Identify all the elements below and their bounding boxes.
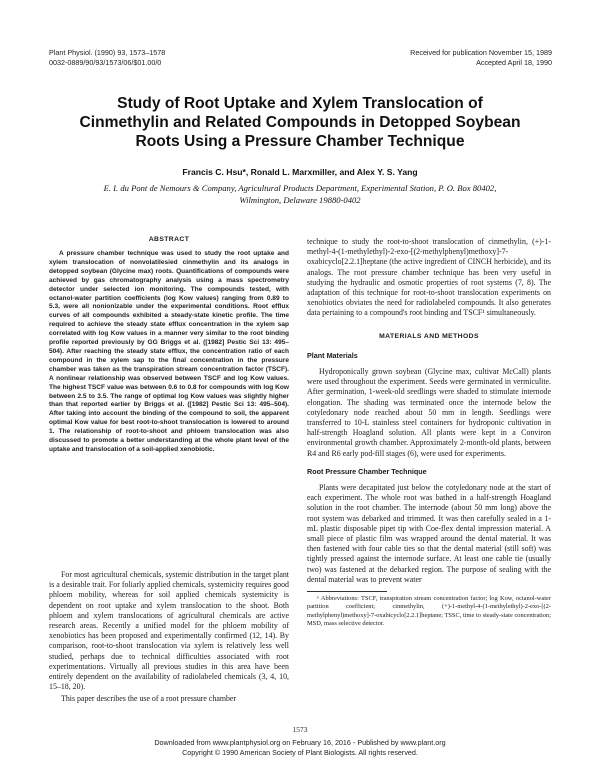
introduction: [49, 570, 289, 705]
copyright-line: Copyright © 1990 American Society of Plant Biologists. All rights reserved.: [182, 747, 418, 757]
intro-paragraph: This paper describes the use of a root pressure chamber: [61, 694, 237, 704]
footnote-divider: [307, 591, 387, 592]
pressure-chamber-text: Plants were decapitated just below the cotyledonary node at the start of each experiment. The whole root was bathed in a half-strength Hoagland solution in the root chamber. The internode (about 50 mm long) above the root system was debarked and trimmed. It was then carefully sealed in a 1-mL plastic disposable pipet tip with Coe-flex dental impression material. A small piece of plastic film was wrapped around the dental material. It was then fastened with four cable ties so that the dental material (still soft) was tightly pressed against the internode surface. At least one cable tie (usually two) was fastened at the debarked region. The purpose of sealing with the dental material was to prevent water: [307, 483, 551, 584]
abbreviations-footnote: ¹ Abbreviations: TSCF, transpiration stream concentration factor; log Kow, octanol-water partition coefficient; cinmethylin, (+)-1-methyl-4-(1-methylethyl)-2-exo-[(2-methylphenyl)methoxy]-7-oxabicyclo[2.2.1]heptane; TSSC, time to steady-state concentration; MSD, mass selective detector.: [307, 595, 551, 627]
methods-heading: MATERIALS AND METHODS: [379, 332, 479, 340]
received-date: Received for publication November 15, 1989: [410, 48, 552, 57]
pressure-chamber-heading: Root Pressure Chamber Technique: [307, 466, 427, 476]
journal-citation: Plant Physiol. (1990) 93, 1573–1578: [49, 48, 166, 57]
download-line: Downloaded from www.plantphysiol.org on February 16, 2016 - Published by www.plant.org: [154, 738, 446, 747]
journal-header: [49, 48, 165, 68]
page-number: 1573: [292, 725, 308, 734]
right-column: [307, 237, 551, 628]
paper-title: [60, 94, 540, 151]
accepted-date: Accepted April 18, 1990: [476, 58, 552, 67]
title-line: Cinmethylin and Related Compounds in Detopped Soybean: [79, 114, 521, 131]
affiliation-city: Wilmington, Delaware 19880-0402: [239, 195, 361, 205]
title-line: Study of Root Uptake and Xylem Translocation of: [117, 95, 483, 112]
plant-materials-text: Hydroponically grown soybean (Glycine max, cultivar McCall) plants were used throughout the experiment. Seeds were germinated in vermiculite. After germination, 1-week-old seedlings were shaded to stimulate internode elongation. The shading was terminated once the internode below the cotyledonary node reached about 50 mm in length. Seedlings were transferred to 10-L stainless steel containers for hydroponic cultivation in half-strength Hoagland solution. All plants were kept in a Conviron environmental growth chamber. Approximately 2-month-old plants, between R4 and R6 early pod-fill stages (6), were used for experiments.: [307, 367, 551, 458]
abstract-heading: ABSTRACT: [148, 236, 190, 243]
intro-paragraph: For most agricultural chemicals, systemic distribution in the target plant is a desirable trait. For foliarly applied chemicals, systemicity requires good phloem mobility, whereas for soil applied chemicals systemicity is dependent on root uptake and xylem translocation to the shoot. Both phloem and xylem translocations of agricultural chemicals are active research areas. Recently a unified model for the phloem mobility of xenobiotics has been proposed and experimentally confirmed (12, 14). By comparison, root-to-shoot translocation via xylem is relatively less well studied, perhaps due to technical difficulties associated with root experimentations. Virtually all previous studies in this area have been entirely dependent on the availability of radiolabeled chemicals (3, 4, 10, 15–18, 20).: [49, 570, 289, 692]
abstract-text: A pressure chamber technique was used to study the root uptake and xylem translocation of nonvolatilesied cinmethylin and its analogs in detopped soybean (Glycine max) roots. Quantifications of compounds were achieved by gas chromatography analysis using a mass spectrometry detector under selected ion monitoring. The compounds tested, with octanol-water partition coefficients (log Kow values) ranging from 0.89 to 5.3, were all nonionizable under the experimental conditions. Root efflux curves of all compounds exhibited a steady-state kinetic profile. The time required to achieve the steady state efflux concentration in the xylem sap correlated with log Kow values in a manner very similar to the root binding profile reported previously by GG Briggs et al. ([1982] Pestic Sci 13: 495–504). After reaching the steady state efflux, the concentration ratio of each compound in the xylem sap to the final concentration in the pressure chamber was taken as the transpiration stream concentration factor (TSCF). A nonlinear relationship was observed between TSCF and log Kow values. The highest TSCF value was between 0.6 to 0.8 for compounds with log Kow between 2.5 to 3.5. The range of optimal log Kow values was slightly higher than that reported earlier by Briggs et al. ([1982] Pestic Sci 13: 495–504). After taking into account the binding of the compound to soil, the apparent optimal Kow value for best root-to-shoot translocation is lowered to around 1. The relationship of root-to-shoot and phloem translocation was also discussed to promote a better understanding at the whole plant level of the uptake and translocation of a soil-applied xenobiotic.: [49, 250, 289, 453]
author-list: Francis C. Hsu*, Ronald L. Marxmiller, and Alex Y. S. Yang: [182, 167, 418, 177]
download-notice: [0, 738, 600, 757]
plant-materials-heading: Plant Materials: [307, 350, 358, 360]
publication-dates: [410, 48, 552, 68]
journal-code: 0032-0889/90/93/1573/06/$01.00/0: [49, 58, 162, 67]
affiliation: [49, 182, 551, 206]
affiliation-org: E. I. du Pont de Nemours & Company, Agricultural Products Department, Experimental Station, P. O. Box 80402,: [103, 183, 497, 193]
intro-continuation: technique to study the root-to-shoot translocation of cinmethylin, (+)-1-methyl-4-(1-methylethyl)-2-exo-[(2-methylphenyl)methoxy]-7-oxabicyclo[2.2.1]heptane (the active ingredient of CINCH herbicide), and its analogs. The root pressure chamber technique has been very useful in studying the hydraulic and osmotic properties of root systems (7, 8). The adaptation of this technique for root-to-shoot translocation experiments on xenobiotics obviates the need for radiolabeled compounds. It also generates data pertaining to a compound's root binding and TSCF¹ simultaneously.: [307, 237, 551, 318]
title-line: Roots Using a Pressure Chamber Technique: [135, 133, 465, 150]
